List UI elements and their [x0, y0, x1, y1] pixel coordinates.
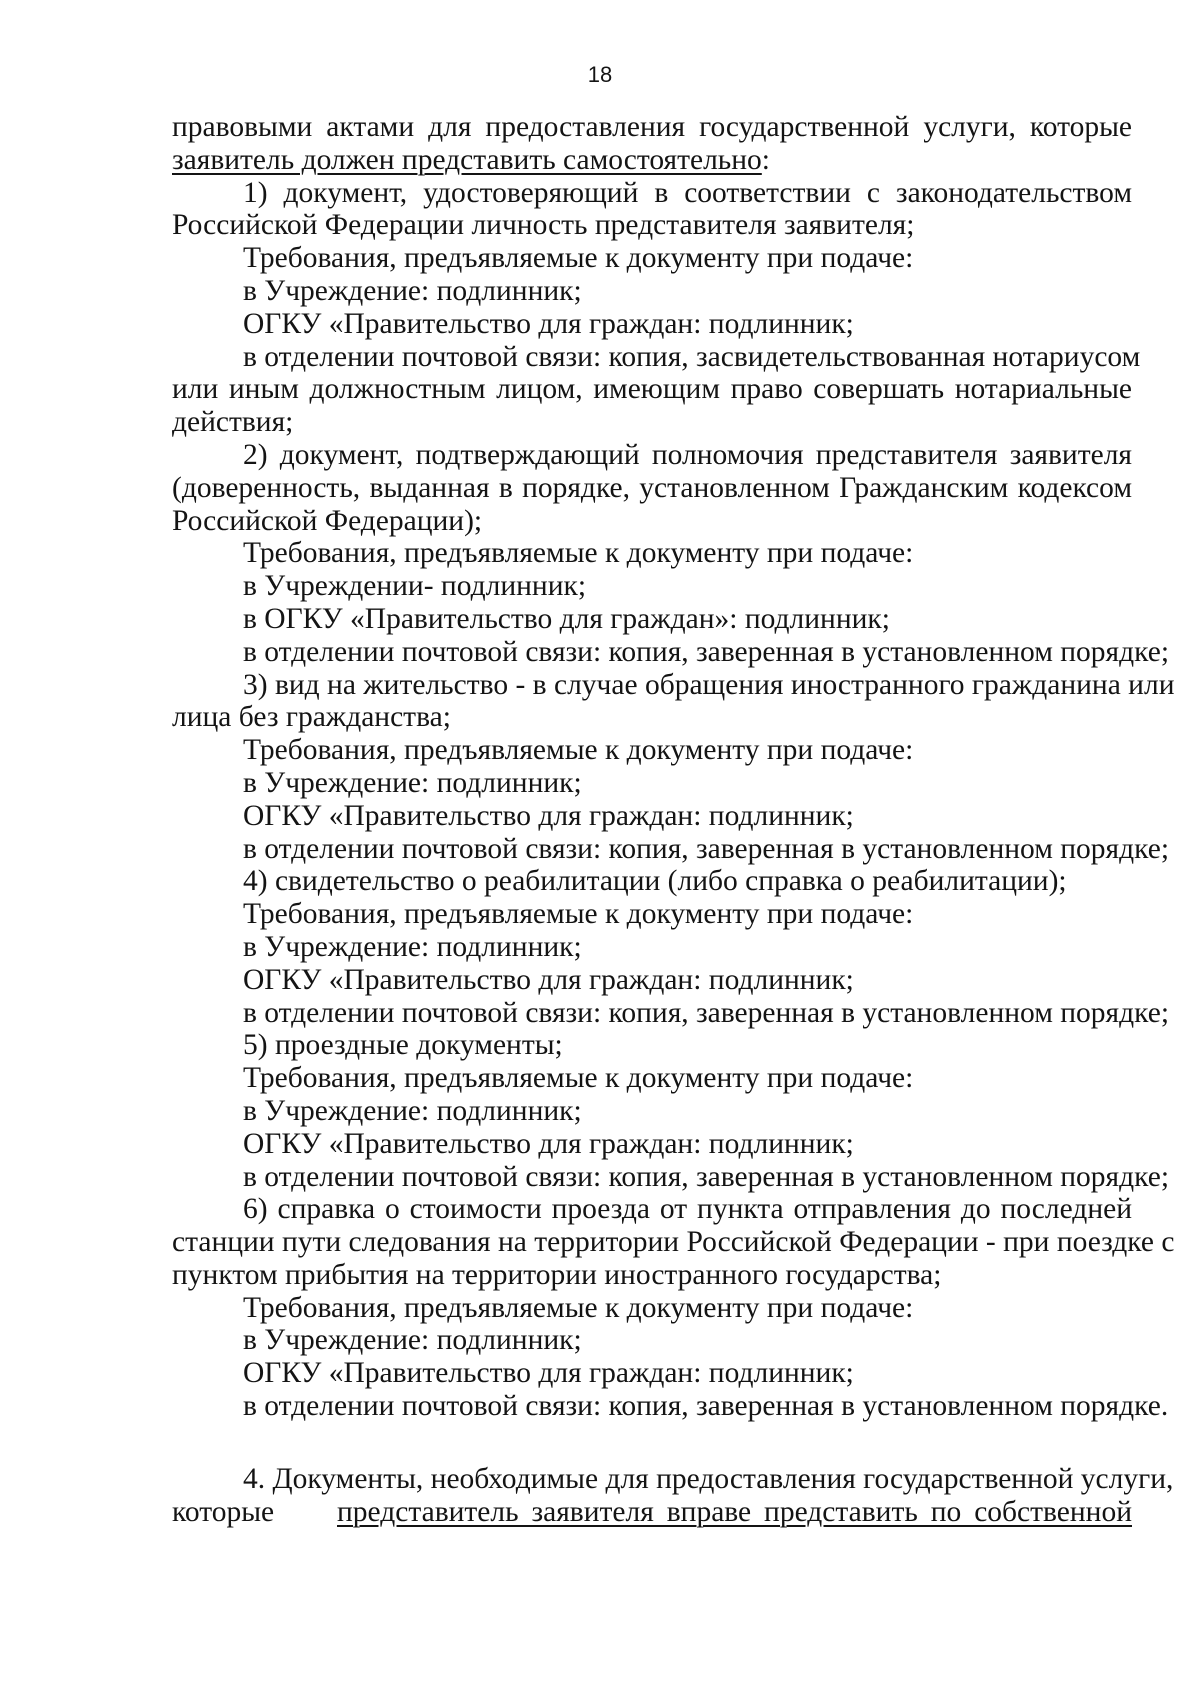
- list-item-1: 1) документ, удостоверяющий в соответствии с законодательством: [243, 176, 1132, 209]
- requirements-heading: Требования, предъявляемые к документу при подаче:: [243, 537, 914, 570]
- requirements-heading: Требования, предъявляемые к документу при подаче:: [243, 1062, 914, 1095]
- requirement-line: в ОГКУ «Правительство для граждан»: подлинник;: [243, 602, 890, 635]
- requirement-line: в отделении почтовой связи: копия, заверенная в установленном порядке;: [243, 996, 1170, 1029]
- requirements-heading: Требования, предъявляемые к документу при подаче:: [243, 1291, 914, 1324]
- text-line: [172, 1496, 1132, 1529]
- requirements-heading: Требования, предъявляемые к документу при подаче:: [243, 242, 914, 275]
- text-line: (доверенность, выданная в порядке, установленном Гражданским кодексом: [172, 471, 1132, 504]
- text-line: действия;: [172, 406, 294, 439]
- list-item-4: 4) свидетельство о реабилитации (либо справка о реабилитации);: [243, 865, 1067, 898]
- text-line: [172, 144, 1132, 177]
- requirement-line: в отделении почтовой связи: копия, заверенная в установленном порядке;: [243, 1160, 1170, 1193]
- list-item-6: 6) справка о стоимости проезда от пункта отправления до последней: [243, 1193, 1132, 1226]
- requirement-line: в Учреждение: подлинник;: [243, 766, 582, 799]
- requirement-line: в Учреждение: подлинник;: [243, 1324, 582, 1357]
- requirement-line: в отделении почтовой связи: копия, заверенная в установленном порядке;: [243, 635, 1170, 668]
- requirement-line: ОГКУ «Правительство для граждан: подлинник;: [243, 1127, 854, 1160]
- requirement-line: ОГКУ «Правительство для граждан: подлинник;: [243, 799, 854, 832]
- requirement-line: в Учреждение: подлинник;: [243, 1094, 582, 1127]
- section-4-heading: 4. Документы, необходимые для предоставления государственной услуги,: [243, 1462, 1174, 1495]
- document-body: [172, 111, 1175, 1528]
- requirement-line: в Учреждение: подлинник;: [243, 930, 582, 963]
- requirements-heading: Требования, предъявляемые к документу при подаче:: [243, 734, 914, 767]
- list-item-5: 5) проездные документы;: [243, 1029, 563, 1062]
- text-line: станции пути следования на территории Российской Федерации - при поездке с: [172, 1226, 1175, 1259]
- text-line: правовыми актами для предоставления государственной услуги, которые: [172, 111, 1132, 143]
- underlined-phrase: представитель заявителя вправе представить по собственной: [337, 1495, 1132, 1528]
- requirement-line: в Учреждение: подлинник;: [243, 274, 582, 307]
- list-item-2: 2) документ, подтверждающий полномочия представителя заявителя: [243, 438, 1132, 471]
- text-line: пунктом прибытия на территории иностранного государства;: [172, 1258, 942, 1291]
- list-item-3: 3) вид на жительство - в случае обращения иностранного гражданина или: [243, 668, 1175, 701]
- text-line: лица без гражданства;: [172, 701, 451, 734]
- text-line: Российской Федерации личность представителя заявителя;: [172, 209, 915, 242]
- requirement-line: в отделении почтовой связи: копия, заверенная в установленном порядке.: [243, 1390, 1169, 1423]
- requirement-line: в отделении почтовой связи: копия, засвидетельствованная нотариусом: [243, 340, 1141, 373]
- page-number: 18: [587, 62, 613, 87]
- requirements-heading: Требования, предъявляемые к документу при подаче:: [243, 898, 914, 931]
- underlined-phrase: заявитель должен представить самостоятельно: [172, 143, 762, 176]
- paragraph-gap: [172, 1423, 1132, 1463]
- text-fragment: которые: [172, 1495, 275, 1528]
- requirement-line: в Учреждении- подлинник;: [243, 570, 587, 603]
- requirement-line: ОГКУ «Правительство для граждан: подлинник;: [243, 307, 854, 340]
- text-fragment: :: [761, 143, 770, 176]
- text-line: Российской Федерации);: [172, 504, 483, 537]
- requirement-line: ОГКУ «Правительство для граждан: подлинник;: [243, 963, 854, 996]
- requirement-line: в отделении почтовой связи: копия, заверенная в установленном порядке;: [243, 832, 1170, 865]
- requirement-line: ОГКУ «Правительство для граждан: подлинник;: [243, 1357, 854, 1390]
- text-line: или иным должностным лицом, имеющим право совершать нотариальные: [172, 373, 1132, 406]
